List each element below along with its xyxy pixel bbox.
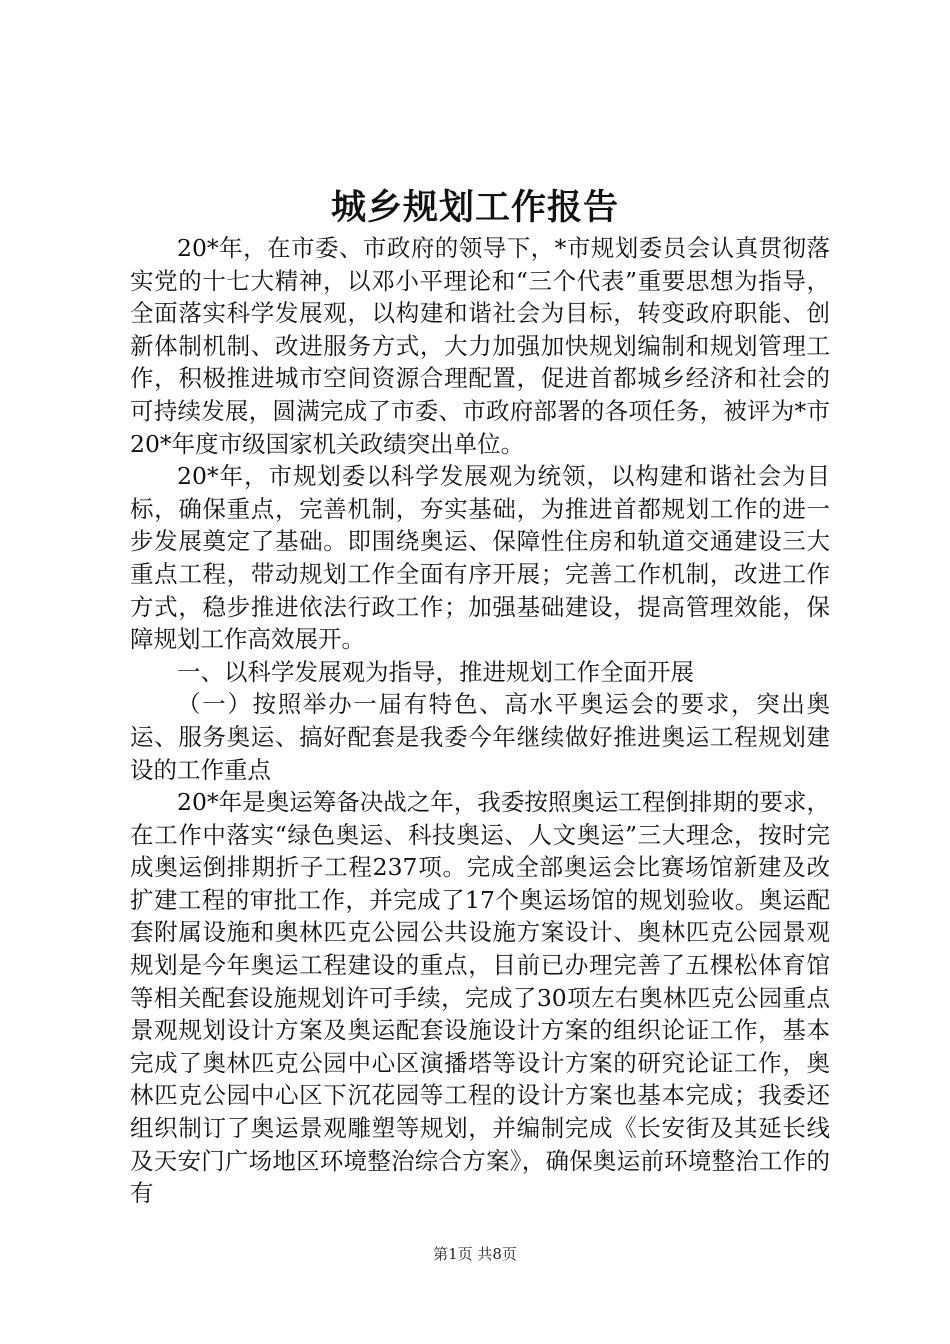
paragraph-olympics: 20*年是奥运筹备决战之年，我委按照奥运工程倒排期的要求，在工作中落实“绿色奥运、科技奥运、人文奥运”三大理念，按时完成奥运倒排期折子工程237项。完成全部奥运会比赛场馆新建及改扩建工程的审批工作，并完成了17个奥运场馆的规划验收。奥运配套附属设施和奥林匹克公园公共设施方案设计、奥林匹克公园景观规划是今年奥运工程建设的重点，目前已办理完善了五棵松体育馆等相关配套设施规划许可手续，完成了30项左右奥林匹克公园重点景观规划设计方案及奥运配套设施设计方案的组织论证工作，基本完成了奥林匹克公园中心区演播塔等设计方案的研究论证工作，奥林匹克公园中心区下沉花园等工程的设计方案也基本完成；我委还组织制订了奥运景观雕塑等规划，并编制完成《长安街及其延长线及天安门广场地区环境整治综合方案》，确保奥运前环境整治工作的有 xyxy=(130,788,830,1208)
document-body xyxy=(130,232,830,1210)
document-title: 城乡规划工作报告 xyxy=(330,187,619,228)
page-footer: 第1页 共8页 xyxy=(433,1245,517,1263)
subsection-heading: （一）按照举办一届有特色、高水平奥运会的要求，突出奥运、服务奥运、搞好配套是我委今年继续做好推进奥运工程规划建设的工作重点 xyxy=(130,690,830,784)
paragraph-summary: 20*年，市规划委以科学发展观为统领，以构建和谐社会为目标，确保重点，完善机制，夯实基础，为推进首都规划工作的进一步发展奠定了基础。即围绕奥运、保障性住房和轨道交通建设三大重点工程，带动规划工作全面有序开展；完善工作机制，改进工作方式，稳步推进依法行政工作；加强基础建设，提高管理效能，保障规划工作高效展开。 xyxy=(130,462,830,654)
section-heading: 一、以科学发展观为指导，推进规划工作全面开展 xyxy=(177,657,694,686)
paragraph-intro: 20*年，在市委、市政府的领导下，*市规划委员会认真贯彻落实党的十七大精神，以邓小平理论和“三个代表”重要思想为指导，全面落实科学发展观，以构建和谐社会为目标，转变政府职能、创新体制机制、改进服务方式，大力加强加快规划编制和规划管理工作，积极推进城市空间资源合理配置，促进首都城乡经济和社会的可持续发展，圆满完成了市委、市政府部署的各项任务，被评为*市20*年度市级国家机关政绩突出单位。 xyxy=(130,234,830,458)
